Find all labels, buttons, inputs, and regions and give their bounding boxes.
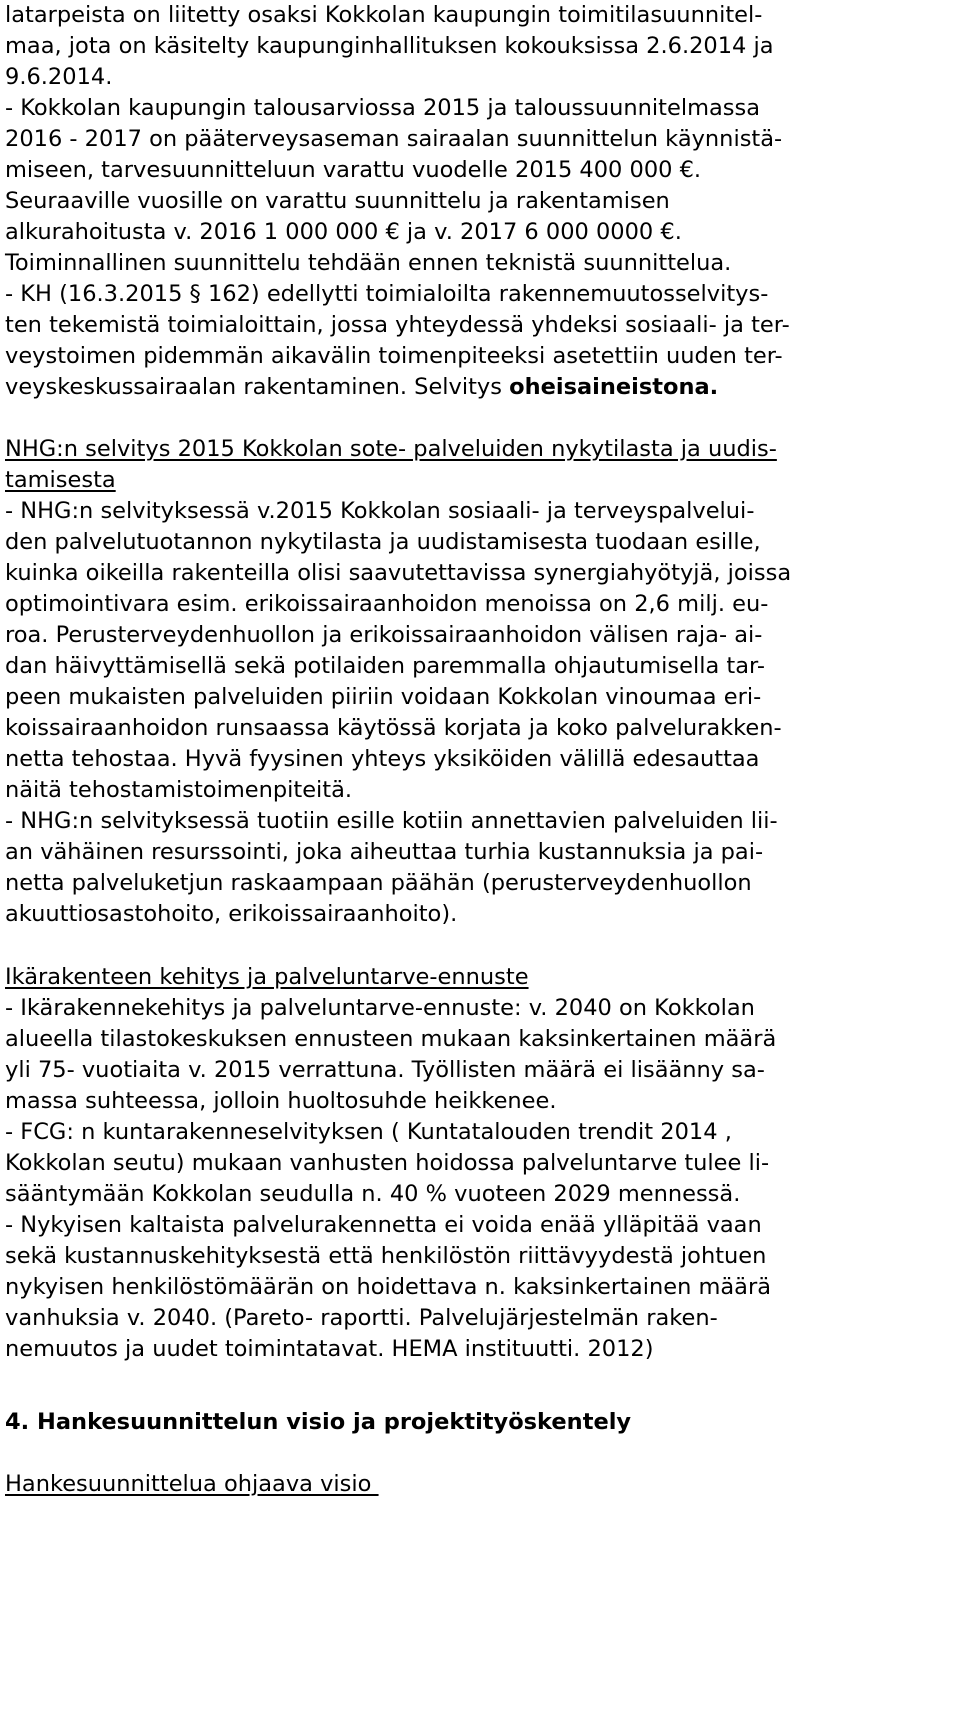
text-line: alkurahoitusta v. 2016 1 000 000 € ja v. 2017 6 000 0000 €. bbox=[5, 219, 682, 245]
text-line: netta palveluketjun raskaampaan päähän (perusterveydenhuollon bbox=[5, 870, 752, 896]
text-line: vanhuksia v. 2040. (Pareto- raportti. Palvelujärjestelmän raken- bbox=[5, 1305, 718, 1331]
text-line: Seuraaville vuosille on varattu suunnittelu ja rakentamisen bbox=[5, 188, 670, 214]
text-line: alueella tilastokeskuksen ennusteen mukaan kaksinkertainen määrä bbox=[5, 1026, 777, 1052]
text-line: maa, jota on käsitelty kaupunginhallituksen kokouksissa 2.6.2014 ja bbox=[5, 33, 774, 59]
bold-reference: oheisaineistona. bbox=[509, 374, 719, 400]
text-line: Toiminnallinen suunnittelu tehdään ennen teknistä suunnittelua. bbox=[5, 250, 732, 276]
text-line: 9.6.2014. bbox=[5, 64, 113, 90]
text-line: optimointivara esim. erikoissairaanhoidon menoissa on 2,6 milj. eu- bbox=[5, 591, 769, 617]
text-line: veystoimen pidemmän aikavälin toimenpiteeksi asetettiin uuden ter- bbox=[5, 343, 783, 369]
section-heading-nhg: tamisesta bbox=[5, 467, 116, 493]
text-line: sääntymään Kokkolan seudulla n. 40 % vuoteen 2029 mennessä. bbox=[5, 1181, 741, 1207]
text-line bbox=[5, 372, 718, 402]
text-line: ten tekemistä toimialoittain, jossa yhteydessä yhdeksi sosiaali- ja ter- bbox=[5, 312, 790, 338]
text-line: - Kokkolan kaupungin talousarviossa 2015 ja taloussuunnitelmassa bbox=[5, 95, 761, 121]
section-heading-ikarakenne: Ikärakenteen kehitys ja palveluntarve-ennuste bbox=[5, 964, 529, 990]
text-line: - NHG:n selvityksessä tuotiin esille kotiin annettavien palveluiden lii- bbox=[5, 808, 778, 834]
subsection-heading-visio: Hankesuunnittelua ohjaava visio bbox=[5, 1471, 379, 1497]
text-line: näitä tehostamistoimenpiteitä. bbox=[5, 777, 353, 803]
text-line: netta tehostaa. Hyvä fyysinen yhteys yksiköiden välillä edesauttaa bbox=[5, 746, 760, 772]
text-line: - Nykyisen kaltaista palvelurakennetta ei voida enää ylläpitää vaan bbox=[5, 1212, 762, 1238]
text-line: latarpeista on liitetty osaksi Kokkolan kaupungin toimitilasuunnitel- bbox=[5, 2, 763, 28]
text-line: - FCG: n kuntarakenneselvityksen ( Kuntatalouden trendit 2014 , bbox=[5, 1119, 732, 1145]
text-line: nykyisen henkilöstömäärän on hoidettava n. kaksinkertainen määrä bbox=[5, 1274, 772, 1300]
text-line: Kokkolan seutu) mukaan vanhusten hoidossa palveluntarve tulee li- bbox=[5, 1150, 770, 1176]
text-line: akuuttiosastohoito, erikoissairaanhoito). bbox=[5, 901, 458, 927]
text-line: nemuutos ja uudet toimintatavat. HEMA instituutti. 2012) bbox=[5, 1336, 654, 1362]
text-line: an vähäinen resurssointi, joka aiheuttaa turhia kustannuksia ja pai- bbox=[5, 839, 764, 865]
text-line: kuinka oikeilla rakenteilla olisi saavutettavissa synergiahyötyjä, joissa bbox=[5, 560, 792, 586]
text-line: 2016 - 2017 on pääterveysaseman sairaalan suunnittelun käynnistä- bbox=[5, 126, 783, 152]
text-line: dan häivyttämisellä sekä potilaiden paremmalla ohjautumisella tar- bbox=[5, 653, 765, 679]
section-heading-nhg: NHG:n selvitys 2015 Kokkolan sote- palveluiden nykytilasta ja uudis- bbox=[5, 436, 777, 462]
text-line: roa. Perusterveydenhuollon ja erikoissairaanhoidon välisen raja- ai- bbox=[5, 622, 763, 648]
text-line: yli 75- vuotiaita v. 2015 verrattuna. Työllisten määrä ei lisäänny sa- bbox=[5, 1057, 765, 1083]
text-line: massa suhteessa, jolloin huoltosuhde heikkenee. bbox=[5, 1088, 557, 1114]
chapter-heading: 4. Hankesuunnittelun visio ja projektityöskentely bbox=[5, 1409, 632, 1435]
text-line: sekä kustannuskehityksestä että henkilöstön riittävyydestä johtuen bbox=[5, 1243, 767, 1269]
text-line: koissairaanhoidon runsaassa käytössä korjata ja koko palvelurakken- bbox=[5, 715, 782, 741]
text-line: - Ikärakennekehitys ja palveluntarve-ennuste: v. 2040 on Kokkolan bbox=[5, 995, 755, 1021]
text-line: miseen, tarvesuunnitteluun varattu vuodelle 2015 400 000 €. bbox=[5, 157, 702, 183]
text-line: - KH (16.3.2015 § 162) edellytti toimialoilta rakennemuutosselvitys- bbox=[5, 281, 769, 307]
text-line: peen mukaisten palveluiden piiriin voidaan Kokkolan vinoumaa eri- bbox=[5, 684, 762, 710]
text-segment: veyskeskussairaalan rakentaminen. Selvitys bbox=[5, 374, 510, 400]
text-line: den palvelutuotannon nykytilasta ja uudistamisesta tuodaan esille, bbox=[5, 529, 761, 555]
text-line: - NHG:n selvityksessä v.2015 Kokkolan sosiaali- ja terveyspalvelui- bbox=[5, 498, 755, 524]
